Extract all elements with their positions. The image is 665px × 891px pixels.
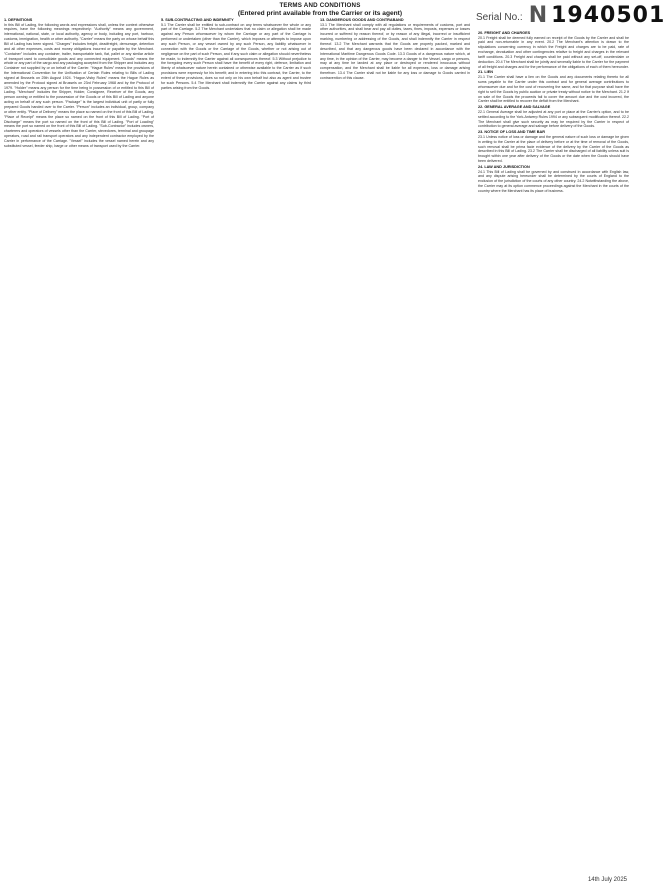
serial-prefix: N [528, 3, 548, 28]
clause-text: 20.1 Freight shall be deemed fully earned on receipt of the Goods by the Carrier and shall be paid and non-returnable in any event. 20.2 The Merchant's attention is drawn to the stipulations concerning currency in which the Freight and charges are to be paid, rate of exchange, devaluation and other contingencies relative to freight and charges in the relevant tariff conditions. 20.3 Freight and charges shall be paid without any set-off, counterclaim or deduction. 20.4 The Merchant shall be jointly and severally liable to the Carrier for the payment of all freight and charges and for the performance of the obligations of each of them hereunder. [478, 35, 629, 69]
clause-text: 24.1 This Bill of Lading shall be governed by and construed in accordance with English law, and any dispute arising hereunder shall be determined by the courts of England to the exclusion of the jurisdiction of the courts of any other country. 24.2 Notwithstanding the above, the Carrier may at its option commence proceedings against the Merchant in the courts of the country where the Merchant has its place of business. [478, 169, 629, 193]
serial-number-block [476, 1, 665, 29]
document-header [180, 2, 460, 18]
document-subtitle: (Entered print available from the Carrier or its agent) [237, 10, 403, 17]
clause-heading: 23. NOTICE OF LOSS AND TIME BAR [478, 130, 545, 135]
clause-text: 23.1 Unless notice of loss or damage and the general nature of such loss or damage be given in writing to the Carrier at the place of delivery before or at the time of removal of the Goods, such removal shall be prima facie evidence of the delivery by the Carrier of the Goods as described in this Bill of Lading. 23.2 The Carrier shall be discharged of all liability unless suit is brought within one year after delivery of the Goods or the date when the Goods should have been delivered. [478, 134, 629, 164]
clause-heading: 13. DANGEROUS GOODS AND CONTRABAND [320, 17, 404, 22]
clause-text: 13.1 The Merchant shall comply with all regulations or requirements of customs, port and other authorities, and shall bear and pay all duties, taxes, fines, imposts, expenses or losses incurred or suffered by reason thereof, or by reason of any illegal, incorrect or insufficient marking, numbering or addressing of the Goods, and shall indemnify the Carrier in respect thereof. 13.2 The Merchant warrants that the Goods are properly packed, marked and described, and that any dangerous goods have been declared in accordance with the International Maritime Dangerous Goods Code. 13.3 Goods of a dangerous nature which, at any time, in the opinion of the Carrier, may become a danger to the Vessel, cargo or persons, may at any time be landed at any place or destroyed or rendered innocuous without compensation, and the Merchant shall be liable for all expenses, loss or damage arising therefrom. 13.4 The Carrier shall not be liable for any loss or damage to Goods carried in contravention of this clause. [320, 22, 470, 80]
terms-column-2 [161, 17, 311, 869]
clause-text: 22.1 General Average shall be adjusted at any port or place at the Carrier's option, and to be settled according to the York-Antwerp Rules 1994 or any subsequent modification thereof. 22.2 The Merchant shall give such security as may be required by the Carrier in respect of contribution to general average and salvage before delivery of the Goods. [478, 109, 629, 129]
terms-column-1 [4, 17, 154, 869]
document-title: TERMS AND CONDITIONS [279, 2, 361, 9]
clause-text: 5.1 The Carrier shall be entitled to sub-contract on any terms whatsoever the whole or any part of the Carriage. 5.2 The Merchant undertakes that no claim or allegation shall be made against any Person whomsoever by whom the Carriage or any part of the Carriage is performed or undertaken (other than the Carrier), which imposes or attempts to impose upon any such Person, or any vessel owned by any such Person, any liability whatsoever in connection with the Goods or the Carriage of the Goods, whether or not arising out of negligence on the part of such Person, and if any such claim or allegation should nevertheless be made, to indemnify the Carrier against all consequences thereof. 5.3 Without prejudice to the foregoing every such Person shall have the benefit of every right, defence, limitation and liberty of whatsoever nature herein contained or otherwise available to the Carrier as if such provisions were expressly for his benefit; and in entering into this contract, the Carrier, to the extent of these provisions, does so not only on his own behalf but also as agent and trustee for such Persons. 5.4 The Merchant shall indemnify the Carrier against any claims by third parties arising from the Goods. [161, 22, 311, 90]
serial-label: Serial No.: [476, 12, 523, 23]
clause-text: 21.1 The Carrier shall have a lien on the Goods and any documents relating thereto for all sums payable to the Carrier under this contract and for general average contributions to whomsoever due and for the cost of recovering the same, and for that purpose shall have the right to sell the Goods by public auction or private treaty without notice to the Merchant. 21.2 If on sale of the Goods the proceeds fail to cover the amount due and the cost incurred, the Carrier shall be entitled to recover the deficit from the Merchant. [478, 75, 629, 104]
clause-text: In this Bill of Lading, the following words and expressions shall, unless the context otherwise requires, have the following meanings respectively: "Authority" means any government, international, national, state, or local authority, agency or body, including any port, harbour, customs, immigration, health or other authority. "Carrier" means the party on whose behalf this Bill of Lading has been signed. "Charges" includes freight, deadfreight, demurrage, detention and all other expenses, costs and money obligations incurred or payable by the Merchant. "Container" includes any container, trailer, transportable tank, flat, pallet or any similar article of transport used to consolidate goods and any connected equipment. "Goods" means the whole or any part of the cargo and any packaging accepted from the Shipper and includes any Container not supplied by or on behalf of the Carrier. "Hague Rules" means the provisions of the International Convention for the Unification of Certain Rules relating to Bills of Lading signed at Brussels on 25th August 1924. "Hague-Visby Rules" means the Hague Rules as amended by the Protocol signed at Brussels on 23rd February 1968 and by the Protocol of 1979. "Holder" means any person for the time being in possession of or entitled to this Bill of Lading. "Merchant" includes the Shipper, Holder, Consignee, Receiver of the Goods, any person owning or entitled to the possession of the Goods or of this Bill of Lading and anyone acting on behalf of any such person. "Package" is the largest individual unit of partly or fully prepared Goods handed over to the Carrier. "Person" includes an individual, group, company or other entity. "Place of Delivery" means the place so named on the front of this Bill of Lading. "Place of Receipt" means the place so named on the front of this Bill of Lading. "Port of Discharge" means the port so named on the front of this Bill of Lading. "Port of Loading" means the port so named on the front of this Bill of Lading. "Sub-Contractor" includes owners, charterers and operators of vessels other than the Carrier, stevedores, terminal and groupage operators, road and rail transport operators and any independent contractor employed by the Carrier in performance of the Carriage. "Vessel" includes the vessel named herein and any substituted vessel, feeder ship, barge or other means of transport used by the Carrier. [4, 22, 154, 148]
clause-heading: 21. LIEN [478, 70, 493, 75]
clause-heading: 5. SUB-CONTRACTING AND INDEMNITY [161, 17, 234, 22]
document-date: 14th July 2025 [587, 877, 627, 883]
clause-heading: 1. DEFINITIONS [4, 17, 33, 22]
clause-heading: 24. LAW AND JURISDICTION [478, 164, 530, 169]
clause-heading: 22. GENERAL AVERAGE AND SALVAGE [478, 105, 551, 110]
terms-column-3 [320, 17, 470, 869]
terms-column-4 [478, 30, 629, 869]
clause-heading: 20. FREIGHT AND CHARGES [478, 30, 531, 35]
serial-number: 1940501 [551, 3, 665, 28]
